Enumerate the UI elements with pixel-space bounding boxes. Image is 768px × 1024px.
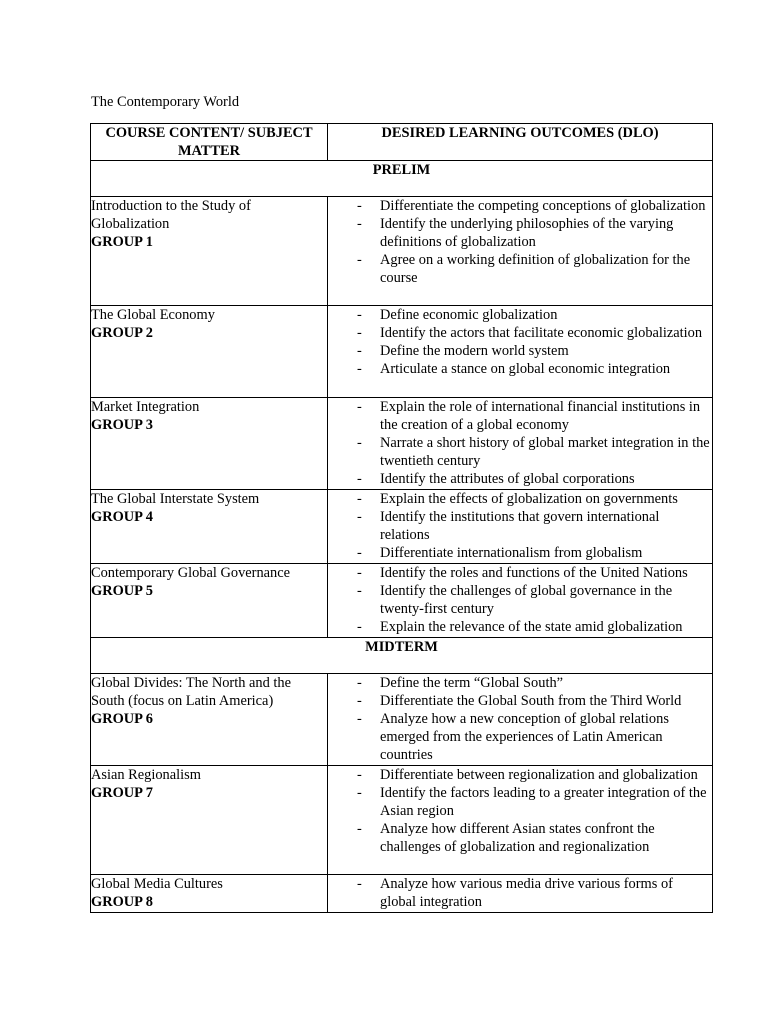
outcome-text: Analyze how various media drive various forms of global integration [380, 876, 673, 910]
group-label: GROUP 5 [91, 583, 153, 599]
bullet-dash: - [357, 198, 362, 214]
syllabus-body [91, 161, 713, 913]
table-row [91, 398, 713, 490]
topic-cell [91, 197, 328, 306]
bullet-dash: - [357, 252, 362, 268]
outcome-item [328, 710, 712, 764]
outcome-item [328, 544, 712, 562]
table-row [91, 564, 713, 638]
outcomes-cell [328, 398, 713, 490]
table-row [91, 197, 713, 306]
outcome-list [328, 490, 712, 562]
outcome-item [328, 582, 712, 618]
topic-cell [91, 564, 328, 638]
bullet-dash: - [357, 399, 362, 415]
section-heading: PRELIM [91, 161, 713, 197]
bullet-dash: - [357, 785, 362, 801]
outcome-text: Analyze how a new conception of global relations emerged from the experiences of Latin American countries [380, 711, 669, 763]
outcome-text: Identify the actors that facilitate economic globalization [380, 325, 703, 341]
outcome-list [328, 398, 712, 488]
section-row [91, 161, 713, 197]
outcome-item [328, 197, 712, 215]
outcomes-cell [328, 674, 713, 766]
outcome-text: Differentiate the Global South from the Third World [380, 693, 682, 709]
bullet-dash: - [357, 675, 362, 691]
outcome-text: Articulate a stance on global economic integration [380, 361, 671, 377]
topic-cell [91, 875, 328, 913]
outcome-text: Identify the underlying philosophies of the varying definitions of globalization [380, 216, 674, 250]
bullet-dash: - [357, 821, 362, 837]
syllabus-table [90, 123, 713, 913]
header-learning-outcomes: DESIRED LEARNING OUTCOMES (DLO) [328, 124, 713, 161]
outcome-text: Differentiate the competing conceptions of globalization [380, 198, 706, 214]
outcome-item [328, 398, 712, 434]
table-row [91, 766, 713, 875]
section-heading: MIDTERM [91, 638, 713, 674]
table-row [91, 490, 713, 564]
outcome-text: Explain the role of international financial institutions in the creation of a global economy [380, 399, 701, 433]
document-title: The Contemporary World [91, 94, 240, 110]
outcome-text: Agree on a working definition of globalization for the course [380, 252, 691, 286]
outcome-item [328, 306, 712, 324]
outcome-item [328, 820, 712, 856]
table-header-row [91, 124, 713, 161]
topic-title: Contemporary Global Governance [91, 565, 291, 581]
topic-title: Introduction to the Study of Globalization [91, 198, 251, 232]
outcome-item [328, 490, 712, 508]
outcome-item [328, 342, 712, 360]
bullet-dash: - [357, 583, 362, 599]
bullet-dash: - [357, 325, 362, 341]
bullet-dash: - [357, 545, 362, 561]
outcome-item [328, 784, 712, 820]
outcomes-cell [328, 306, 713, 398]
topic-cell [91, 674, 328, 766]
bullet-dash: - [357, 619, 362, 635]
outcome-list [328, 766, 712, 856]
outcome-list [328, 197, 712, 287]
outcome-item [328, 692, 712, 710]
outcomes-cell [328, 490, 713, 564]
topic-title: Asian Regionalism [91, 767, 201, 783]
topic-title: The Global Interstate System [91, 491, 260, 507]
outcome-text: Explain the relevance of the state amid globalization [380, 619, 683, 635]
outcome-item [328, 875, 712, 911]
outcome-text: Identify the institutions that govern international relations [380, 509, 660, 543]
outcome-item [328, 360, 712, 378]
topic-title: Global Media Cultures [91, 876, 223, 892]
outcome-item [328, 251, 712, 287]
outcome-text: Narrate a short history of global market integration in the twentieth century [380, 435, 710, 469]
group-label: GROUP 2 [91, 325, 153, 341]
bullet-dash: - [357, 491, 362, 507]
group-label: GROUP 7 [91, 785, 153, 801]
outcome-list [328, 875, 712, 911]
topic-cell [91, 398, 328, 490]
topic-cell [91, 490, 328, 564]
outcome-list [328, 306, 712, 378]
outcome-text: Define economic globalization [380, 307, 558, 323]
bullet-dash: - [357, 509, 362, 525]
bullet-dash: - [357, 876, 362, 892]
outcome-text: Explain the effects of globalization on governments [380, 491, 678, 507]
outcome-item [328, 618, 712, 636]
outcome-item [328, 508, 712, 544]
outcome-text: Define the term “Global South” [380, 675, 564, 691]
outcome-text: Identify the factors leading to a greater integration of the Asian region [380, 785, 707, 819]
topic-cell [91, 766, 328, 875]
bullet-dash: - [357, 693, 362, 709]
outcome-text: Identify the roles and functions of the United Nations [380, 565, 688, 581]
bullet-dash: - [357, 711, 362, 727]
topic-title: The Global Economy [91, 307, 215, 323]
outcomes-cell [328, 564, 713, 638]
section-row [91, 638, 713, 674]
group-label: GROUP 4 [91, 509, 153, 525]
topic-cell [91, 306, 328, 398]
bullet-dash: - [357, 767, 362, 783]
outcome-item [328, 766, 712, 784]
outcome-text: Identify the challenges of global governance in the twenty-first century [380, 583, 673, 617]
bullet-dash: - [357, 343, 362, 359]
group-label: GROUP 3 [91, 417, 153, 433]
bullet-dash: - [357, 361, 362, 377]
outcomes-cell [328, 197, 713, 306]
table-row [91, 875, 713, 913]
header-course-content: COURSE CONTENT/ SUBJECT MATTER [91, 124, 328, 161]
outcome-text: Analyze how different Asian states confront the challenges of globalization and regionalization [380, 821, 655, 855]
bullet-dash: - [357, 307, 362, 323]
outcome-item [328, 470, 712, 488]
outcome-text: Define the modern world system [380, 343, 569, 359]
group-label: GROUP 6 [91, 711, 153, 727]
table-row [91, 674, 713, 766]
outcome-list [328, 564, 712, 636]
outcomes-cell [328, 766, 713, 875]
group-label: GROUP 1 [91, 234, 153, 250]
bullet-dash: - [357, 216, 362, 232]
topic-title: Global Divides: The North and the South (focus on Latin America) [91, 675, 291, 709]
topic-title: Market Integration [91, 399, 200, 415]
outcomes-cell [328, 875, 713, 913]
outcome-text: Differentiate internationalism from globalism [380, 545, 643, 561]
outcome-item [328, 324, 712, 342]
table-row [91, 306, 713, 398]
bullet-dash: - [357, 565, 362, 581]
outcome-item [328, 564, 712, 582]
group-label: GROUP 8 [91, 894, 153, 910]
outcome-item [328, 434, 712, 470]
outcome-list [328, 674, 712, 764]
outcome-text: Identify the attributes of global corporations [380, 471, 635, 487]
bullet-dash: - [357, 471, 362, 487]
outcome-item [328, 215, 712, 251]
outcome-item [328, 674, 712, 692]
outcome-text: Differentiate between regionalization and globalization [380, 767, 698, 783]
bullet-dash: - [357, 435, 362, 451]
